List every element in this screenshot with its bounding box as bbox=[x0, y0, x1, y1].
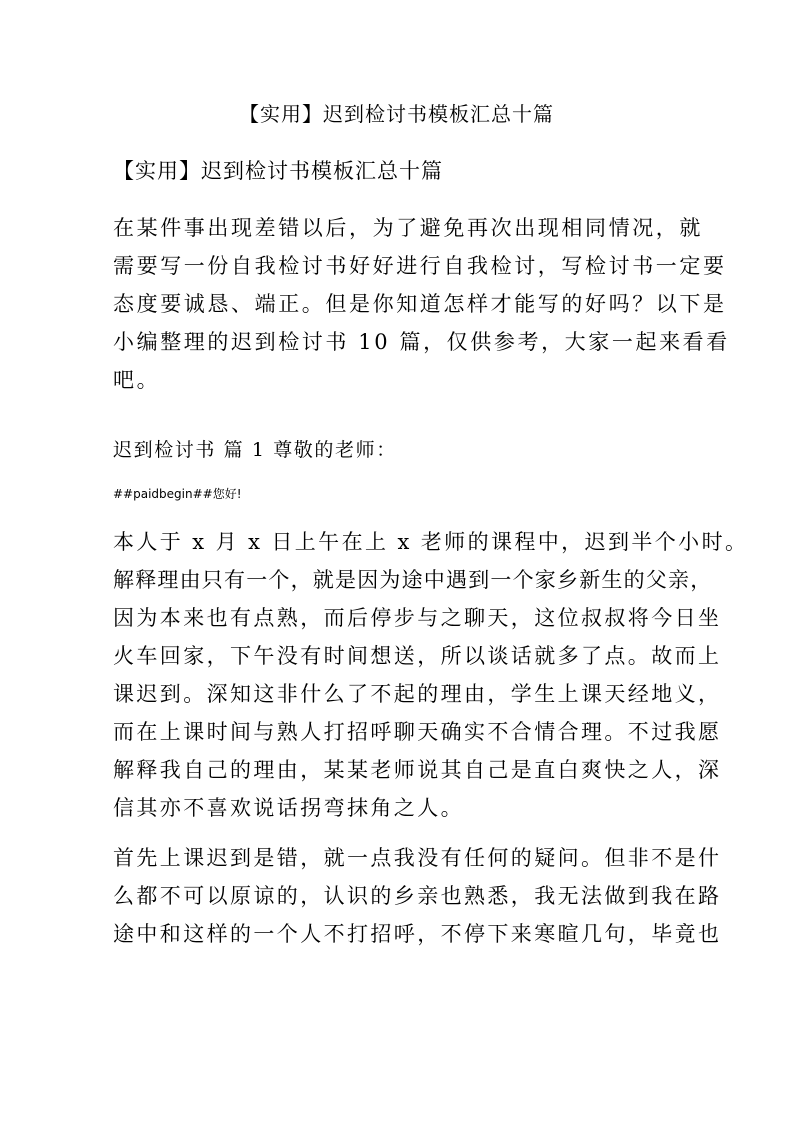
document-subtitle: 【实用】迟到检讨书模板汇总十篇 bbox=[113, 159, 443, 183]
text-line: 解释理由只有一个，就是因为途中遇到一个家乡新生的父亲， bbox=[113, 568, 713, 592]
text-line: 态度要诚恳、端正。但是你知道怎样才能写的好吗？以下是 bbox=[113, 292, 727, 316]
paid-begin-marker: ##paidbegin##您好! bbox=[113, 487, 242, 501]
document-title: 【实用】迟到检讨书模板汇总十篇 bbox=[239, 102, 554, 126]
text-line: 而在上课时间与熟人打招呼聊天确实不合情合理。不过我愿 bbox=[113, 720, 722, 744]
text-line: 首先上课迟到是错，就一点我没有任何的疑问。但非不是什 bbox=[113, 846, 722, 870]
text-line: 课迟到。深知这非什么了不起的理由，学生上课天经地义， bbox=[113, 682, 722, 706]
intro-paragraph bbox=[113, 209, 730, 399]
text-line: 因为本来也有点熟，而后停步与之聊天，这位叔叔将今日坐 bbox=[113, 606, 722, 630]
body-paragraph-1 bbox=[113, 523, 749, 827]
text-line: 信其亦不喜欢说话拐弯抹角之人。 bbox=[113, 796, 464, 820]
text-line: 火车回家，下午没有时间想送，所以谈话就多了点。故而上 bbox=[113, 644, 722, 668]
text-line: 本人于 x 月 x 日上午在上 x 老师的课程中，迟到半个小时。 bbox=[113, 530, 749, 554]
text-line: 么都不可以原谅的，认识的乡亲也熟悉，我无法做到我在路 bbox=[113, 884, 722, 908]
body-paragraph-2 bbox=[113, 839, 722, 953]
text-line: 吧。 bbox=[113, 368, 161, 392]
text-line: 需要写一份自我检讨书好好进行自我检讨，写检讨书一定要 bbox=[113, 254, 727, 278]
text-line: 在某件事出现差错以后，为了避免再次出现相同情况，就 bbox=[113, 216, 703, 240]
section-heading: 迟到检讨书 篇 1 尊敬的老师： bbox=[113, 439, 397, 461]
text-line: 解释我自己的理由，某某老师说其自己是直白爽快之人，深 bbox=[113, 758, 722, 782]
text-line: 途中和这样的一个人不打招呼，不停下来寒暄几句，毕竟也 bbox=[113, 922, 722, 946]
text-line: 小编整理的迟到检讨书 10 篇，仅供参考，大家一起来看看 bbox=[113, 330, 730, 354]
